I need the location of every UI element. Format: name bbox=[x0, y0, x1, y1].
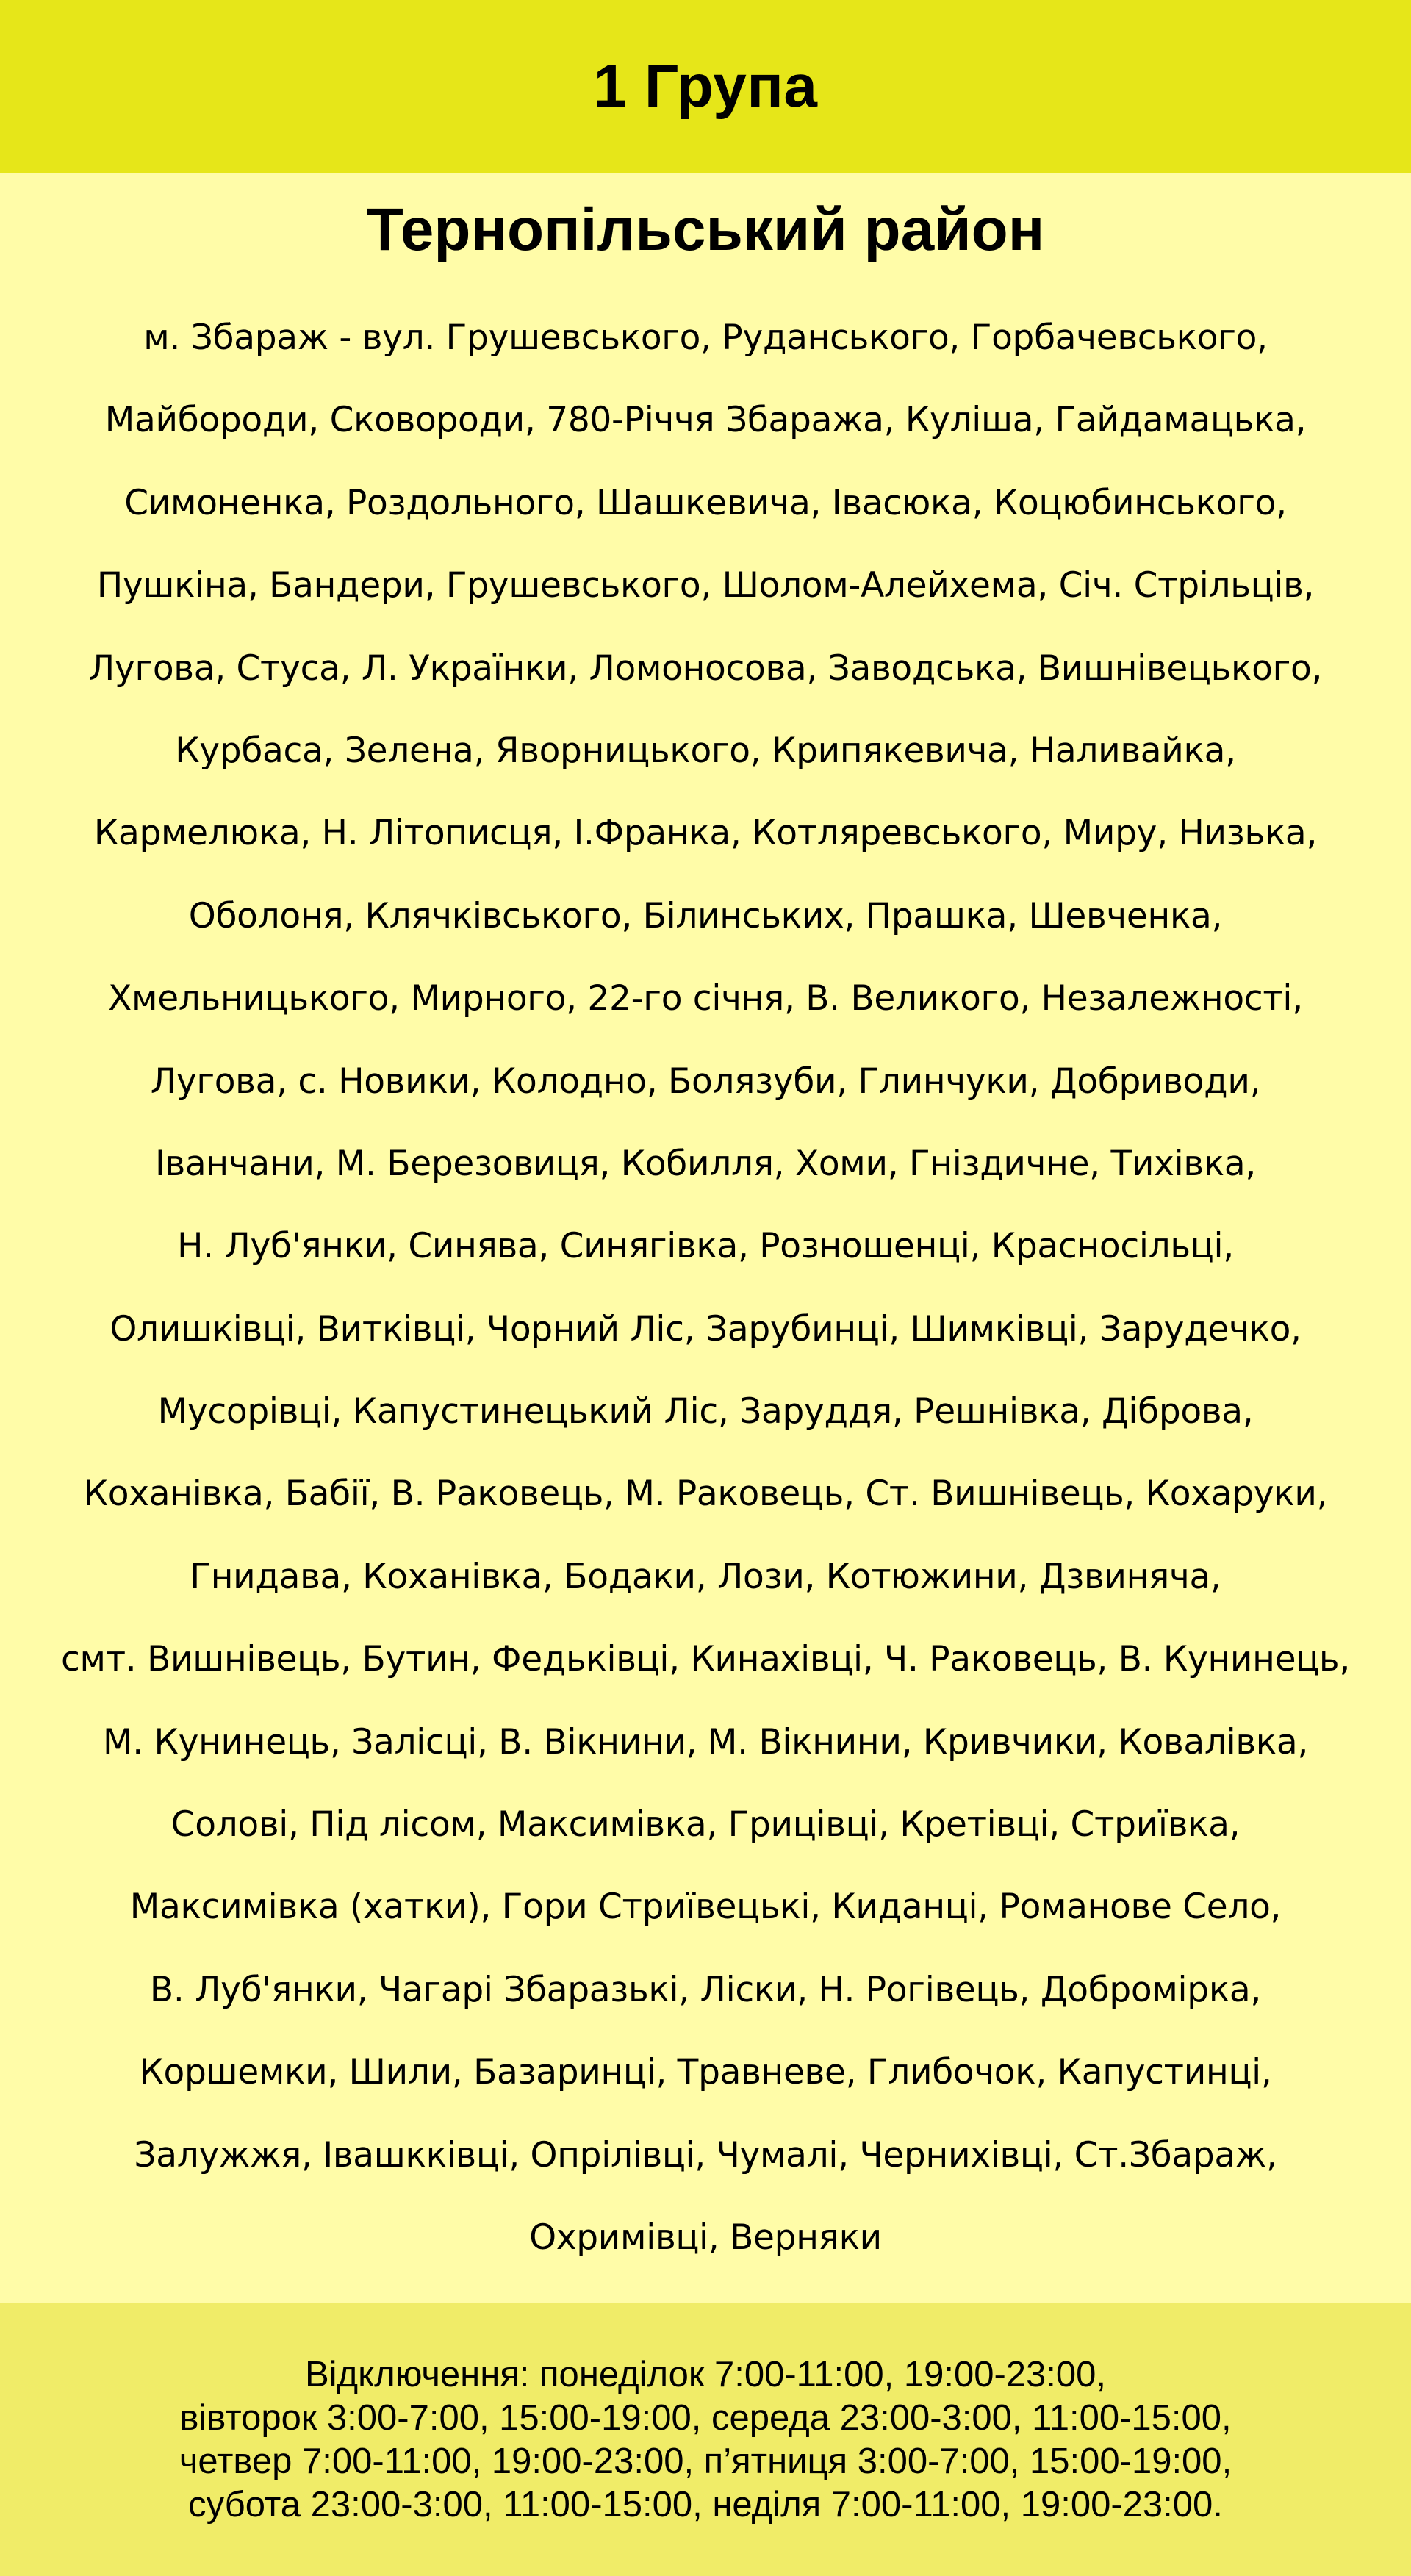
address-line: Олишківці, Витківці, Чорний Ліс, Зарубинці, Шимківці, Зарудечко, bbox=[109, 1308, 1302, 1349]
schedule-footer bbox=[0, 2303, 1411, 2576]
group-title: 1 Група bbox=[593, 53, 818, 120]
schedule-line: Відключення: понеділок 7:00-11:00, 19:00-23:00, bbox=[304, 2355, 1107, 2394]
address-list bbox=[0, 297, 1411, 2279]
group-header bbox=[0, 0, 1411, 173]
schedule-line: вівторок 3:00-7:00, 15:00-19:00, середа 23:00-3:00, 11:00-15:00, bbox=[179, 2398, 1232, 2438]
address-line: Симоненка, Роздольного, Шашкевича, Івасюка, Коцюбинського, bbox=[124, 482, 1287, 523]
address-line: Оболоня, Клячківського, Білинських, Прашка, Шевченка, bbox=[188, 895, 1223, 936]
address-line: Охримівці, Верняки bbox=[529, 2217, 882, 2258]
address-line: Коршемки, Шили, Базаринці, Травневе, Глибочок, Капустинці, bbox=[139, 2052, 1272, 2093]
address-line: м. Збараж - вул. Грушевського, Руданського, Горбачевського, bbox=[143, 317, 1268, 358]
schedule-line: четвер 7:00-11:00, 19:00-23:00, п’ятниця 3:00-7:00, 15:00-19:00, bbox=[179, 2442, 1232, 2481]
address-line: Лугова, с. Новики, Колодно, Болязуби, Глинчуки, Добриводи, bbox=[150, 1061, 1261, 1102]
address-line: Майбороди, Сковороди, 780-Річчя Збаража, Куліша, Гайдамацька, bbox=[104, 400, 1307, 441]
address-line: Гнидава, Коханівка, Бодаки, Лози, Котюжини, Дзвиняча, bbox=[190, 1556, 1221, 1597]
address-line: смт. Вишнівець, Бутин, Федьківці, Кинахівці, Ч. Раковець, В. Кунинець, bbox=[61, 1639, 1350, 1680]
address-line: Іванчани, М. Березовиця, Кобилля, Хоми, Гніздичне, Тихівка, bbox=[154, 1143, 1257, 1184]
address-line: Солові, Під лісом, Максимівка, Грицівці, Кретівці, Стриївка, bbox=[170, 1804, 1241, 1845]
address-line: Максимівка (хатки), Гори Стриївецькі, Киданці, Романове Село, bbox=[129, 1887, 1282, 1928]
district-title: Тернопільський район bbox=[366, 196, 1045, 263]
schedule-line: субота 23:00-3:00, 11:00-15:00, неділя 7:00-11:00, 19:00-23:00. bbox=[188, 2485, 1223, 2525]
outage-schedule bbox=[0, 2353, 1411, 2527]
address-line: Хмельницького, Мирного, 22-го січня, В. Великого, Незалежності, bbox=[108, 978, 1303, 1019]
address-line: М. Кунинець, Залісці, В. Вікнини, М. Вікнини, Кривчики, Ковалівка, bbox=[102, 1721, 1309, 1762]
address-line: Залужжя, Івашкківці, Опрілівці, Чумалі, Черниxівці, Ст.Збараж, bbox=[134, 2134, 1277, 2175]
address-line: В. Луб'янки, Чагарі Збаразькі, Ліски, Н. Рогівець, Добромірка, bbox=[149, 1969, 1262, 2010]
address-line: Лугова, Стуса, Л. Українки, Ломоносова, Заводська, Вишнівецького, bbox=[88, 647, 1323, 689]
address-line: Коханівка, Бабії, В. Раковець, М. Раковець, Ст. Вишнівець, Кохаруки, bbox=[83, 1474, 1328, 1515]
address-line: Н. Луб'янки, Синява, Синягівка, Розношенці, Красносільці, bbox=[177, 1226, 1234, 1267]
address-line: Кармелюка, Н. Літописця, І.Франка, Котляревського, Миру, Низька, bbox=[93, 813, 1318, 854]
address-line: Пушкіна, Бандери, Грушевського, Шолом-Алейхема, Січ. Стрільців, bbox=[96, 565, 1315, 606]
address-line: Мусорівці, Капустинецький Ліс, Заруддя, Решнівка, Діброва, bbox=[157, 1391, 1254, 1432]
address-line: Курбаса, Зелена, Яворницького, Крипякевича, Наливайка, bbox=[175, 730, 1236, 771]
